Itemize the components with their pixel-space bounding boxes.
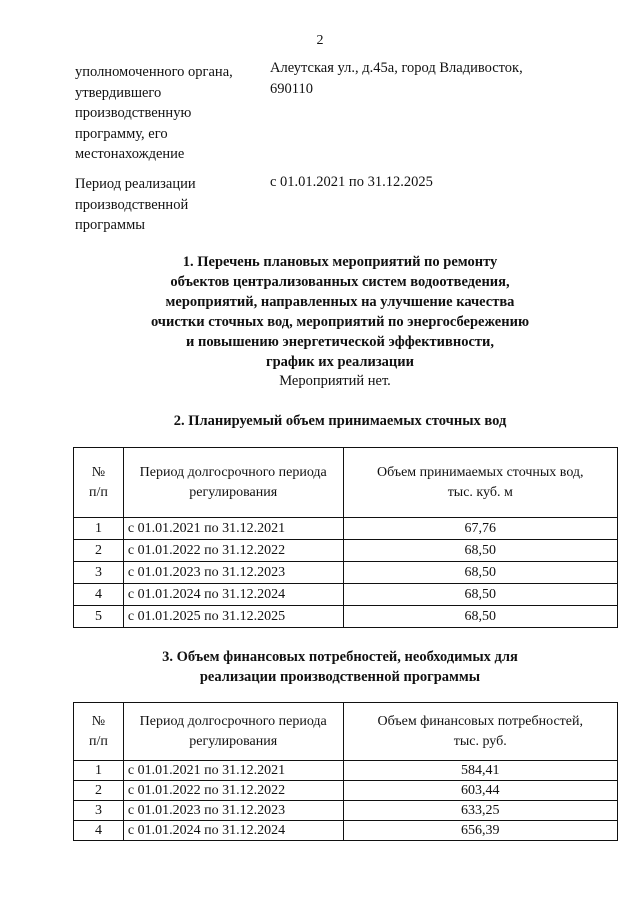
header-period-line: регулирования <box>189 484 278 500</box>
header-period <box>123 448 343 518</box>
organ-address-line: Алеутская ул., д.45а, город Владивосток, <box>270 60 523 76</box>
section1-title-line: объектов централизованных систем водоотведения, <box>170 274 510 290</box>
header-period-line: Период долгосрочного периода <box>139 713 327 729</box>
organ-label-line: уполномоченного органа, <box>75 64 233 80</box>
row-period: с 01.01.2021 по 31.12.2021 <box>123 761 343 781</box>
row-period: с 01.01.2023 по 31.12.2023 <box>123 562 343 584</box>
header-period-line: регулирования <box>189 733 278 749</box>
section1-title <box>0 252 640 372</box>
section1-title-line: 1. Перечень плановых мероприятий по ремонту <box>182 254 498 270</box>
period-label-line: Период реализации <box>75 176 196 192</box>
table-row <box>74 781 618 801</box>
header-num <box>74 448 124 518</box>
header-num <box>74 703 124 761</box>
header-period-line: Период долгосрочного периода <box>139 464 327 480</box>
organ-address <box>270 58 590 99</box>
row-period: с 01.01.2022 по 31.12.2022 <box>123 781 343 801</box>
table-row <box>74 821 618 841</box>
row-num: 3 <box>74 801 124 821</box>
table-header-row <box>74 448 618 518</box>
row-num: 5 <box>74 606 124 628</box>
section1-title-line: и повышению энергетической эффективности, <box>186 334 494 350</box>
row-num: 2 <box>74 781 124 801</box>
section1-title-line: график их реализации <box>265 354 414 370</box>
financial-needs-table <box>73 702 618 841</box>
row-num: 2 <box>74 540 124 562</box>
header-volume-line: тыс. куб. м <box>447 484 513 500</box>
section3-title-line: 3. Объем финансовых потребностей, необходимых для <box>162 649 518 665</box>
row-volume: 67,76 <box>343 518 617 540</box>
row-period: с 01.01.2021 по 31.12.2021 <box>123 518 343 540</box>
header-financial-line: тыс. руб. <box>453 733 507 749</box>
row-num: 4 <box>74 821 124 841</box>
header-volume-line: Объем принимаемых сточных вод, <box>376 464 584 480</box>
row-period: с 01.01.2022 по 31.12.2022 <box>123 540 343 562</box>
table-row <box>74 761 618 781</box>
wastewater-volume-table <box>73 447 618 628</box>
row-num: 1 <box>74 518 124 540</box>
row-volume: 68,50 <box>343 584 617 606</box>
organ-label-line: программу, его <box>75 125 168 142</box>
period-value: с 01.01.2021 по 31.12.2025 <box>270 174 433 190</box>
section1-title-line: очистки сточных вод, мероприятий по энергосбережению <box>150 314 530 330</box>
row-period: с 01.01.2023 по 31.12.2023 <box>123 801 343 821</box>
section3-title <box>0 647 640 687</box>
header-num-line: п/п <box>89 484 108 500</box>
section1-title-line: мероприятий, направленных на улучшение качества <box>165 294 515 310</box>
header-period <box>123 703 343 761</box>
table-row <box>74 518 618 540</box>
section2-title: 2. Планируемый объем принимаемых сточных вод <box>173 413 507 429</box>
page-number: 2 <box>316 33 324 48</box>
table-row <box>74 584 618 606</box>
header-num-line: № <box>91 464 106 480</box>
row-period: с 01.01.2025 по 31.12.2025 <box>123 606 343 628</box>
row-volume: 68,50 <box>343 540 617 562</box>
organ-label-line: местонахождение <box>75 146 185 162</box>
row-financial: 656,39 <box>343 821 617 841</box>
organ-label-line: утвердившего <box>75 84 162 101</box>
row-volume: 68,50 <box>343 562 617 584</box>
row-financial: 633,25 <box>343 801 617 821</box>
table-row <box>74 540 618 562</box>
section1-note: Мероприятий нет. <box>279 373 391 389</box>
row-period: с 01.01.2024 по 31.12.2024 <box>123 821 343 841</box>
period-label <box>75 174 255 236</box>
period-label-line: производственной <box>75 196 189 213</box>
row-volume: 68,50 <box>343 606 617 628</box>
header-financial-line: Объем финансовых потребностей, <box>377 713 584 729</box>
period-label-line: программы <box>75 217 145 233</box>
header-num-line: п/п <box>89 733 108 749</box>
table-row <box>74 606 618 628</box>
row-num: 1 <box>74 761 124 781</box>
row-period: с 01.01.2024 по 31.12.2024 <box>123 584 343 606</box>
organ-label-line: производственную <box>75 105 192 121</box>
organ-address-line: 690110 <box>270 80 313 97</box>
header-financial <box>343 703 617 761</box>
header-num-line: № <box>91 713 106 729</box>
table-row <box>74 562 618 584</box>
row-financial: 584,41 <box>343 761 617 781</box>
section3-title-line: реализации производственной программы <box>199 669 481 685</box>
row-num: 3 <box>74 562 124 584</box>
header-volume <box>343 448 617 518</box>
row-financial: 603,44 <box>343 781 617 801</box>
table-row <box>74 801 618 821</box>
row-num: 4 <box>74 584 124 606</box>
table-header-row <box>74 703 618 761</box>
organ-label <box>75 62 255 165</box>
